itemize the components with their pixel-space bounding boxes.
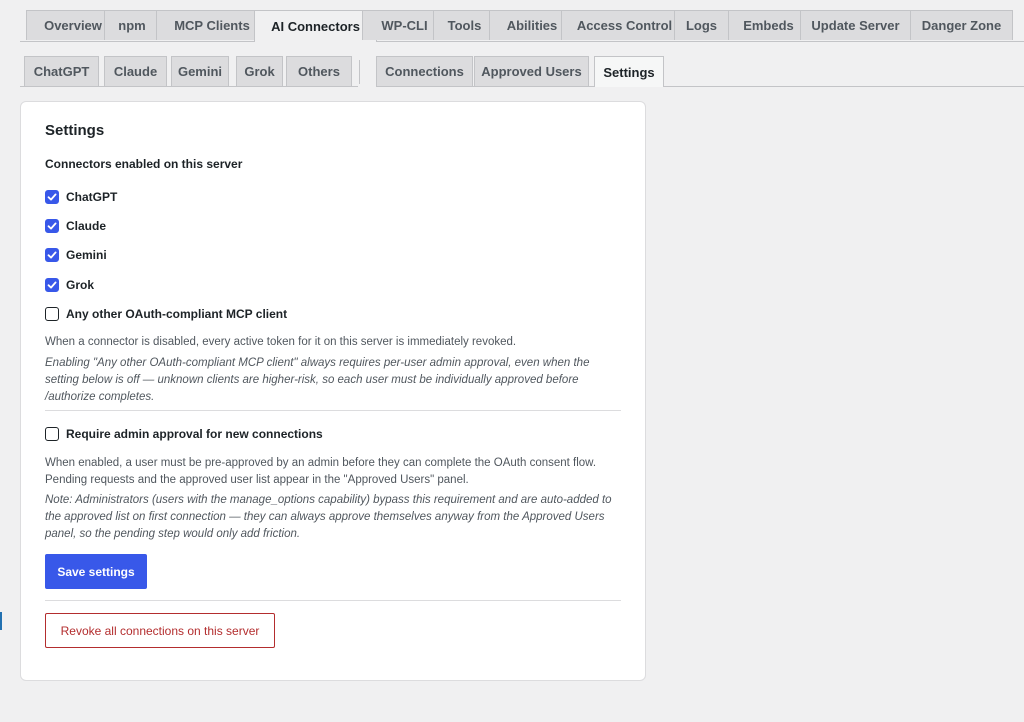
subtab-grok[interactable]: Grok (236, 56, 283, 86)
tab-npm[interactable]: npm (104, 10, 160, 40)
tab-overview[interactable]: Overview (26, 10, 120, 40)
tab-ai-connectors[interactable]: AI Connectors (254, 10, 377, 42)
left-edge-accent (0, 612, 2, 630)
top-tab-bar (20, 0, 1024, 42)
tab-logs[interactable]: Logs (674, 10, 729, 40)
sub-tab-baseline-right (376, 86, 1024, 87)
sub-tab-divider (359, 60, 360, 84)
checkbox-unchecked-icon[interactable] (45, 307, 59, 321)
tab-access-control[interactable]: Access Control (561, 10, 688, 40)
approval-description: When enabled, a user must be pre-approved by an admin before they can complete the OAuth consent flow. Pending requests and the approved user list appear in the "Approved Users" panel. (45, 457, 597, 486)
connector-checkbox-other-oauth[interactable] (45, 305, 287, 323)
tab-mcp-clients[interactable]: MCP Clients (156, 10, 268, 40)
tab-update-server[interactable]: Update Server (800, 10, 911, 40)
connector-label: Any other OAuth-compliant MCP client (66, 307, 288, 321)
subtab-connections[interactable]: Connections (376, 56, 473, 86)
connector-checkbox-claude[interactable] (45, 217, 106, 235)
sub-tab-baseline-left (20, 86, 358, 87)
connector-label: Gemini (66, 248, 107, 262)
subtab-others[interactable]: Others (286, 56, 352, 86)
checkbox-checked-icon[interactable] (45, 190, 59, 204)
tab-abilities[interactable]: Abilities (489, 10, 575, 40)
connector-disabled-note: When a connector is disabled, every active token for it on this server is immediately revoked. (45, 336, 517, 348)
checkbox-unchecked-icon[interactable] (45, 427, 59, 441)
administrators-note: Note: Administrators (users with the manage_options capability) bypass this requirement and are auto-added to the approved list on first connection — they can always approve themselves anyway from the Approved Users panel, so the pending step would only add friction. (45, 494, 612, 540)
section-divider (45, 600, 621, 601)
connector-checkbox-grok[interactable] (45, 276, 94, 294)
require-approval-label: Require admin approval for new connections (66, 427, 323, 441)
subtab-claude[interactable]: Claude (104, 56, 167, 86)
subtab-approved-users[interactable]: Approved Users (474, 56, 589, 86)
subtab-settings[interactable]: Settings (594, 56, 664, 87)
save-settings-button[interactable]: Save settings (45, 554, 147, 589)
tab-tools[interactable]: Tools (433, 10, 496, 40)
connector-label: Claude (66, 219, 107, 233)
card-title: Settings (45, 122, 105, 139)
subtab-gemini[interactable]: Gemini (171, 56, 229, 86)
tab-danger-zone[interactable]: Danger Zone (910, 10, 1013, 40)
settings-card (20, 101, 646, 681)
other-client-note: Enabling "Any other OAuth-compliant MCP client" always requires per-user admin approval, even when the setting below is off — unknown clients are higher-risk, so each user must be individually approved before /authorize completes. (45, 357, 590, 403)
connector-label: Grok (66, 278, 95, 292)
section-divider (45, 410, 621, 411)
connector-checkbox-gemini[interactable] (45, 246, 107, 264)
tab-wp-cli[interactable]: WP-CLI (362, 10, 447, 40)
checkbox-checked-icon[interactable] (45, 219, 59, 233)
sub-tab-bar (20, 56, 1024, 87)
revoke-all-button[interactable]: Revoke all connections on this server (45, 613, 275, 648)
tab-embeds[interactable]: Embeds (728, 10, 809, 40)
subtab-chatgpt[interactable]: ChatGPT (24, 56, 99, 86)
connector-label: ChatGPT (66, 190, 118, 204)
connectors-section-label: Connectors enabled on this server (45, 157, 243, 171)
checkbox-checked-icon[interactable] (45, 278, 59, 292)
require-approval-checkbox[interactable] (45, 425, 323, 443)
checkbox-checked-icon[interactable] (45, 248, 59, 262)
connector-checkbox-chatgpt[interactable] (45, 188, 117, 206)
